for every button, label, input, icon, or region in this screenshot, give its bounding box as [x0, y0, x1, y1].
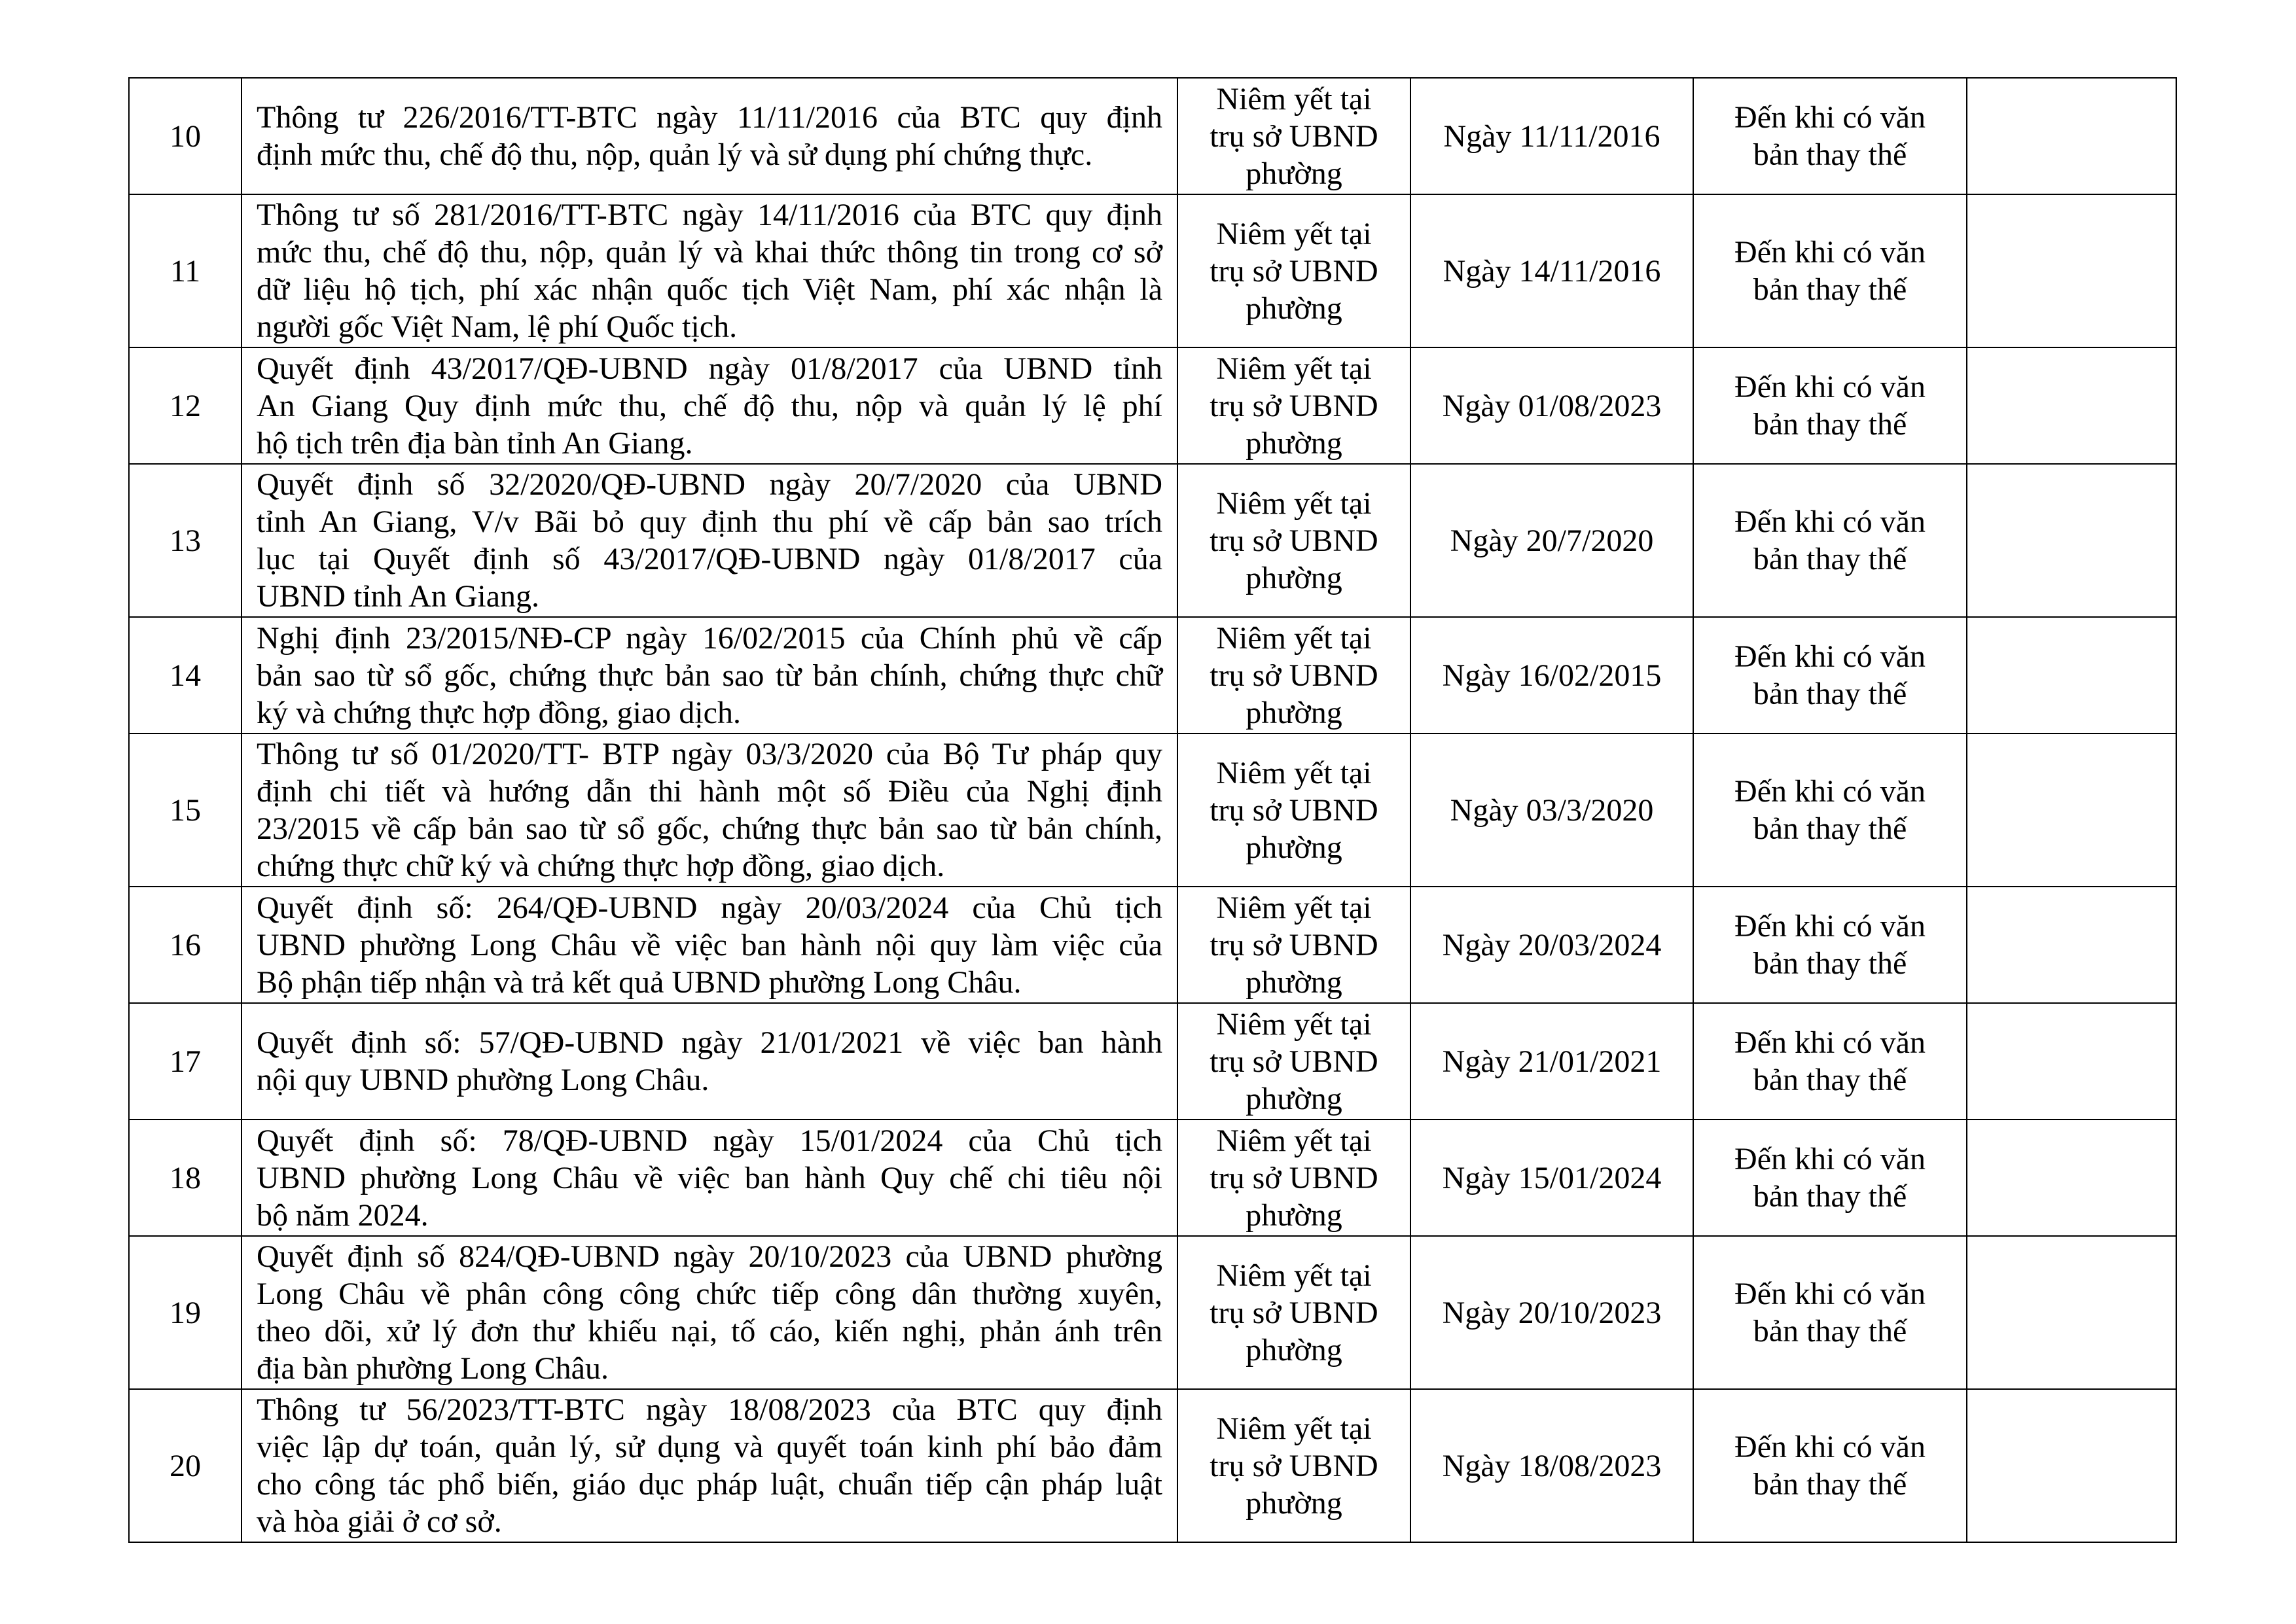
content-line: Thông tư số 01/2020/TT- BTP ngày 03/3/2020 của Bộ Tư pháp quy [257, 737, 1162, 771]
publication-form-cell [1177, 1236, 1410, 1389]
content-line: UBND phường Long Châu về việc ban hành nội quy làm việc của [257, 927, 1162, 962]
publication-form-cell [1177, 194, 1410, 347]
effective-date-cell: Ngày 14/11/2016 [1410, 194, 1693, 347]
validity-line: bản thay thế [1753, 137, 1907, 172]
validity-line: Đến khi có văn [1734, 235, 1926, 270]
table-body [129, 78, 2176, 1542]
form-line: trụ sở UBND [1210, 118, 1378, 154]
form-line: phường [1246, 964, 1342, 1000]
form-line: Niêm yết tại [1216, 1411, 1372, 1446]
validity-line: bản thay thế [1753, 1314, 1907, 1349]
publication-form-cell [1177, 1389, 1410, 1542]
form-line: Niêm yết tại [1216, 1258, 1372, 1293]
document-content-cell [242, 1236, 1177, 1389]
content-line: Quyết định 43/2017/QĐ-UBND ngày 01/8/2017 của UBND tỉnh [257, 351, 1162, 386]
validity-line: bản thay thế [1753, 1063, 1907, 1097]
document-content-cell [242, 464, 1177, 617]
publication-form-cell [1177, 733, 1410, 887]
validity-cell [1693, 1389, 1967, 1542]
form-line: Niêm yết tại [1216, 1006, 1372, 1042]
note-cell [1967, 78, 2176, 194]
effective-date-cell: Ngày 15/01/2024 [1410, 1120, 1693, 1236]
validity-line: Đến khi có văn [1734, 370, 1926, 404]
row-number-cell: 20 [129, 1389, 242, 1542]
form-line: Niêm yết tại [1216, 755, 1372, 790]
table-row [129, 617, 2176, 733]
content-line: Quyết định số: 264/QĐ-UBND ngày 20/03/2024 của Chủ tịch [257, 890, 1162, 925]
content-line: Thông tư 226/2016/TT-BTC ngày 11/11/2016 của BTC quy định [257, 100, 1162, 135]
effective-date-cell: Ngày 11/11/2016 [1410, 78, 1693, 194]
form-line: trụ sở UBND [1210, 1160, 1378, 1195]
table-row [129, 887, 2176, 1003]
effective-date-cell: Ngày 03/3/2020 [1410, 733, 1693, 887]
form-line: Niêm yết tại [1216, 620, 1372, 656]
note-cell [1967, 887, 2176, 1003]
effective-date-cell: Ngày 01/08/2023 [1410, 347, 1693, 464]
effective-date-cell: Ngày 20/03/2024 [1410, 887, 1693, 1003]
table-row [129, 1236, 2176, 1389]
effective-date-cell: Ngày 16/02/2015 [1410, 617, 1693, 733]
content-line: An Giang Quy định mức thu, chế độ thu, nộp và quản lý lệ phí [257, 388, 1162, 423]
legal-documents-table [128, 77, 2177, 1543]
publication-form-cell [1177, 347, 1410, 464]
row-number-cell: 18 [129, 1120, 242, 1236]
document-content-cell [242, 733, 1177, 887]
table-row [129, 1120, 2176, 1236]
document-content-cell [242, 78, 1177, 194]
publication-form-cell [1177, 464, 1410, 617]
validity-line: Đến khi có văn [1734, 1277, 1926, 1311]
validity-line: Đến khi có văn [1734, 774, 1926, 809]
document-content-cell [242, 194, 1177, 347]
validity-cell [1693, 1120, 1967, 1236]
validity-cell [1693, 347, 1967, 464]
form-line: phường [1246, 830, 1342, 865]
content-line: Long Châu về phân công công chức tiếp công dân thường xuyên, [257, 1277, 1162, 1311]
content-line: hộ tịch trên địa bàn tỉnh An Giang. [257, 425, 693, 461]
validity-line: Đến khi có văn [1734, 504, 1926, 539]
note-cell [1967, 347, 2176, 464]
content-line: Quyết định số: 78/QĐ-UBND ngày 15/01/2024 của Chủ tịch [257, 1123, 1162, 1158]
content-line: bản sao từ sổ gốc, chứng thực bản sao từ bản chính, chứng thực chữ [257, 658, 1162, 693]
content-line: Bộ phận tiếp nhận và trả kết quả UBND phường Long Châu. [257, 964, 1022, 1000]
document-content-cell [242, 617, 1177, 733]
validity-line: bản thay thế [1753, 1467, 1907, 1502]
content-line: cho công tác phổ biến, giáo dục pháp luật, chuẩn tiếp cận pháp luật [257, 1467, 1162, 1502]
form-line: Niêm yết tại [1216, 216, 1372, 251]
note-cell [1967, 1236, 2176, 1389]
form-line: Niêm yết tại [1216, 890, 1372, 925]
content-line: tỉnh An Giang, V/v Bãi bỏ quy định thu phí về cấp bản sao trích [257, 504, 1162, 539]
table-row [129, 194, 2176, 347]
row-number-cell: 16 [129, 887, 242, 1003]
validity-line: Đến khi có văn [1734, 639, 1926, 674]
document-content-cell [242, 347, 1177, 464]
content-line: UBND tỉnh An Giang. [257, 579, 539, 614]
validity-line: Đến khi có văn [1734, 1430, 1926, 1464]
validity-line: bản thay thế [1753, 811, 1907, 846]
content-line: theo dõi, xử lý đơn thư khiếu nại, tố cáo, kiến nghị, phản ánh trên [257, 1314, 1162, 1349]
content-line: dữ liệu hộ tịch, phí xác nhận quốc tịch Việt Nam, phí xác nhận là [257, 272, 1162, 307]
content-line: Nghị định 23/2015/NĐ-CP ngày 16/02/2015 của Chính phủ về cấp [257, 620, 1162, 656]
form-line: trụ sở UBND [1210, 1044, 1378, 1079]
validity-cell [1693, 194, 1967, 347]
table-row [129, 464, 2176, 617]
validity-line: bản thay thế [1753, 407, 1907, 442]
publication-form-cell [1177, 1120, 1410, 1236]
form-line: trụ sở UBND [1210, 523, 1378, 558]
note-cell [1967, 194, 2176, 347]
validity-cell [1693, 617, 1967, 733]
form-line: Niêm yết tại [1216, 351, 1372, 386]
form-line: phường [1246, 1081, 1342, 1116]
row-number-cell: 19 [129, 1236, 242, 1389]
form-line: Niêm yết tại [1216, 81, 1372, 116]
validity-line: bản thay thế [1753, 1179, 1907, 1214]
content-line: UBND phường Long Châu về việc ban hành Quy chế chi tiêu nội [257, 1160, 1162, 1195]
form-line: phường [1246, 425, 1342, 461]
table-row [129, 347, 2176, 464]
row-number-cell: 12 [129, 347, 242, 464]
validity-line: bản thay thế [1753, 542, 1907, 576]
table-row [129, 1389, 2176, 1542]
document-content-cell [242, 1120, 1177, 1236]
row-number-cell: 15 [129, 733, 242, 887]
form-line: trụ sở UBND [1210, 388, 1378, 423]
row-number-cell: 14 [129, 617, 242, 733]
validity-cell [1693, 1236, 1967, 1389]
effective-date-cell: Ngày 21/01/2021 [1410, 1003, 1693, 1120]
form-line: Niêm yết tại [1216, 485, 1372, 521]
validity-line: Đến khi có văn [1734, 1142, 1926, 1176]
table-row [129, 78, 2176, 194]
form-line: trụ sở UBND [1210, 658, 1378, 693]
content-line: Thông tư số 281/2016/TT-BTC ngày 14/11/2016 của BTC quy định [257, 198, 1162, 232]
form-line: Niêm yết tại [1216, 1123, 1372, 1158]
content-line: định chi tiết và hướng dẫn thi hành một số Điều của Nghị định [257, 774, 1162, 809]
validity-line: bản thay thế [1753, 946, 1907, 981]
validity-line: Đến khi có văn [1734, 909, 1926, 944]
form-line: phường [1246, 1332, 1342, 1368]
form-line: phường [1246, 695, 1342, 730]
form-line: phường [1246, 1197, 1342, 1233]
validity-cell [1693, 464, 1967, 617]
publication-form-cell [1177, 617, 1410, 733]
validity-cell [1693, 1003, 1967, 1120]
content-line: người gốc Việt Nam, lệ phí Quốc tịch. [257, 309, 738, 344]
form-line: trụ sở UBND [1210, 1295, 1378, 1330]
note-cell [1967, 464, 2176, 617]
effective-date-cell: Ngày 18/08/2023 [1410, 1389, 1693, 1542]
validity-cell [1693, 733, 1967, 887]
effective-date-cell: Ngày 20/7/2020 [1410, 464, 1693, 617]
note-cell [1967, 1389, 2176, 1542]
content-line: địa bàn phường Long Châu. [257, 1351, 609, 1386]
publication-form-cell [1177, 1003, 1410, 1120]
content-line: việc lập dự toán, quản lý, sử dụng và quyết toán kinh phí bảo đảm [257, 1430, 1162, 1464]
content-line: và hòa giải ở cơ sở. [257, 1504, 502, 1539]
row-number-cell: 10 [129, 78, 242, 194]
validity-line: bản thay thế [1753, 272, 1907, 307]
content-line: nội quy UBND phường Long Châu. [257, 1063, 709, 1097]
publication-form-cell [1177, 78, 1410, 194]
content-line: lục tại Quyết định số 43/2017/QĐ-UBND ngày 01/8/2017 của [257, 542, 1162, 576]
form-line: phường [1246, 560, 1342, 595]
content-line: bộ năm 2024. [257, 1197, 429, 1233]
note-cell [1967, 1120, 2176, 1236]
content-line: mức thu, chế độ thu, nộp, quản lý và khai thức thông tin trong cơ sở [257, 235, 1162, 270]
form-line: phường [1246, 1485, 1342, 1521]
validity-line: Đến khi có văn [1734, 1025, 1926, 1060]
table-row [129, 1003, 2176, 1120]
validity-line: bản thay thế [1753, 677, 1907, 711]
row-number-cell: 11 [129, 194, 242, 347]
form-line: phường [1246, 291, 1342, 326]
form-line: trụ sở UBND [1210, 253, 1378, 289]
document-content-cell [242, 887, 1177, 1003]
note-cell [1967, 617, 2176, 733]
validity-cell [1693, 887, 1967, 1003]
row-number-cell: 17 [129, 1003, 242, 1120]
form-line: phường [1246, 156, 1342, 191]
validity-line: Đến khi có văn [1734, 100, 1926, 135]
document-content-cell [242, 1389, 1177, 1542]
table-row [129, 733, 2176, 887]
content-line: Quyết định số: 57/QĐ-UBND ngày 21/01/2021 về việc ban hành [257, 1025, 1162, 1060]
form-line: trụ sở UBND [1210, 792, 1378, 828]
content-line: Thông tư 56/2023/TT-BTC ngày 18/08/2023 của BTC quy định [257, 1392, 1162, 1427]
note-cell [1967, 1003, 2176, 1120]
content-line: Quyết định số 824/QĐ-UBND ngày 20/10/2023 của UBND phường [257, 1239, 1162, 1274]
content-line: Quyết định số 32/2020/QĐ-UBND ngày 20/7/2020 của UBND [257, 467, 1162, 502]
row-number-cell: 13 [129, 464, 242, 617]
note-cell [1967, 733, 2176, 887]
effective-date-cell: Ngày 20/10/2023 [1410, 1236, 1693, 1389]
content-line: ký và chứng thực hợp đồng, giao dịch. [257, 695, 741, 730]
form-line: trụ sở UBND [1210, 1448, 1378, 1483]
content-line: chứng thực chữ ký và chứng thực hợp đồng, giao dịch. [257, 849, 945, 883]
form-line: trụ sở UBND [1210, 927, 1378, 962]
content-line: 23/2015 về cấp bản sao từ sổ gốc, chứng thực bản sao từ bản chính, [257, 811, 1162, 846]
validity-cell [1693, 78, 1967, 194]
publication-form-cell [1177, 887, 1410, 1003]
content-line: định mức thu, chế độ thu, nộp, quản lý và sử dụng phí chứng thực. [257, 137, 1093, 172]
document-content-cell [242, 1003, 1177, 1120]
